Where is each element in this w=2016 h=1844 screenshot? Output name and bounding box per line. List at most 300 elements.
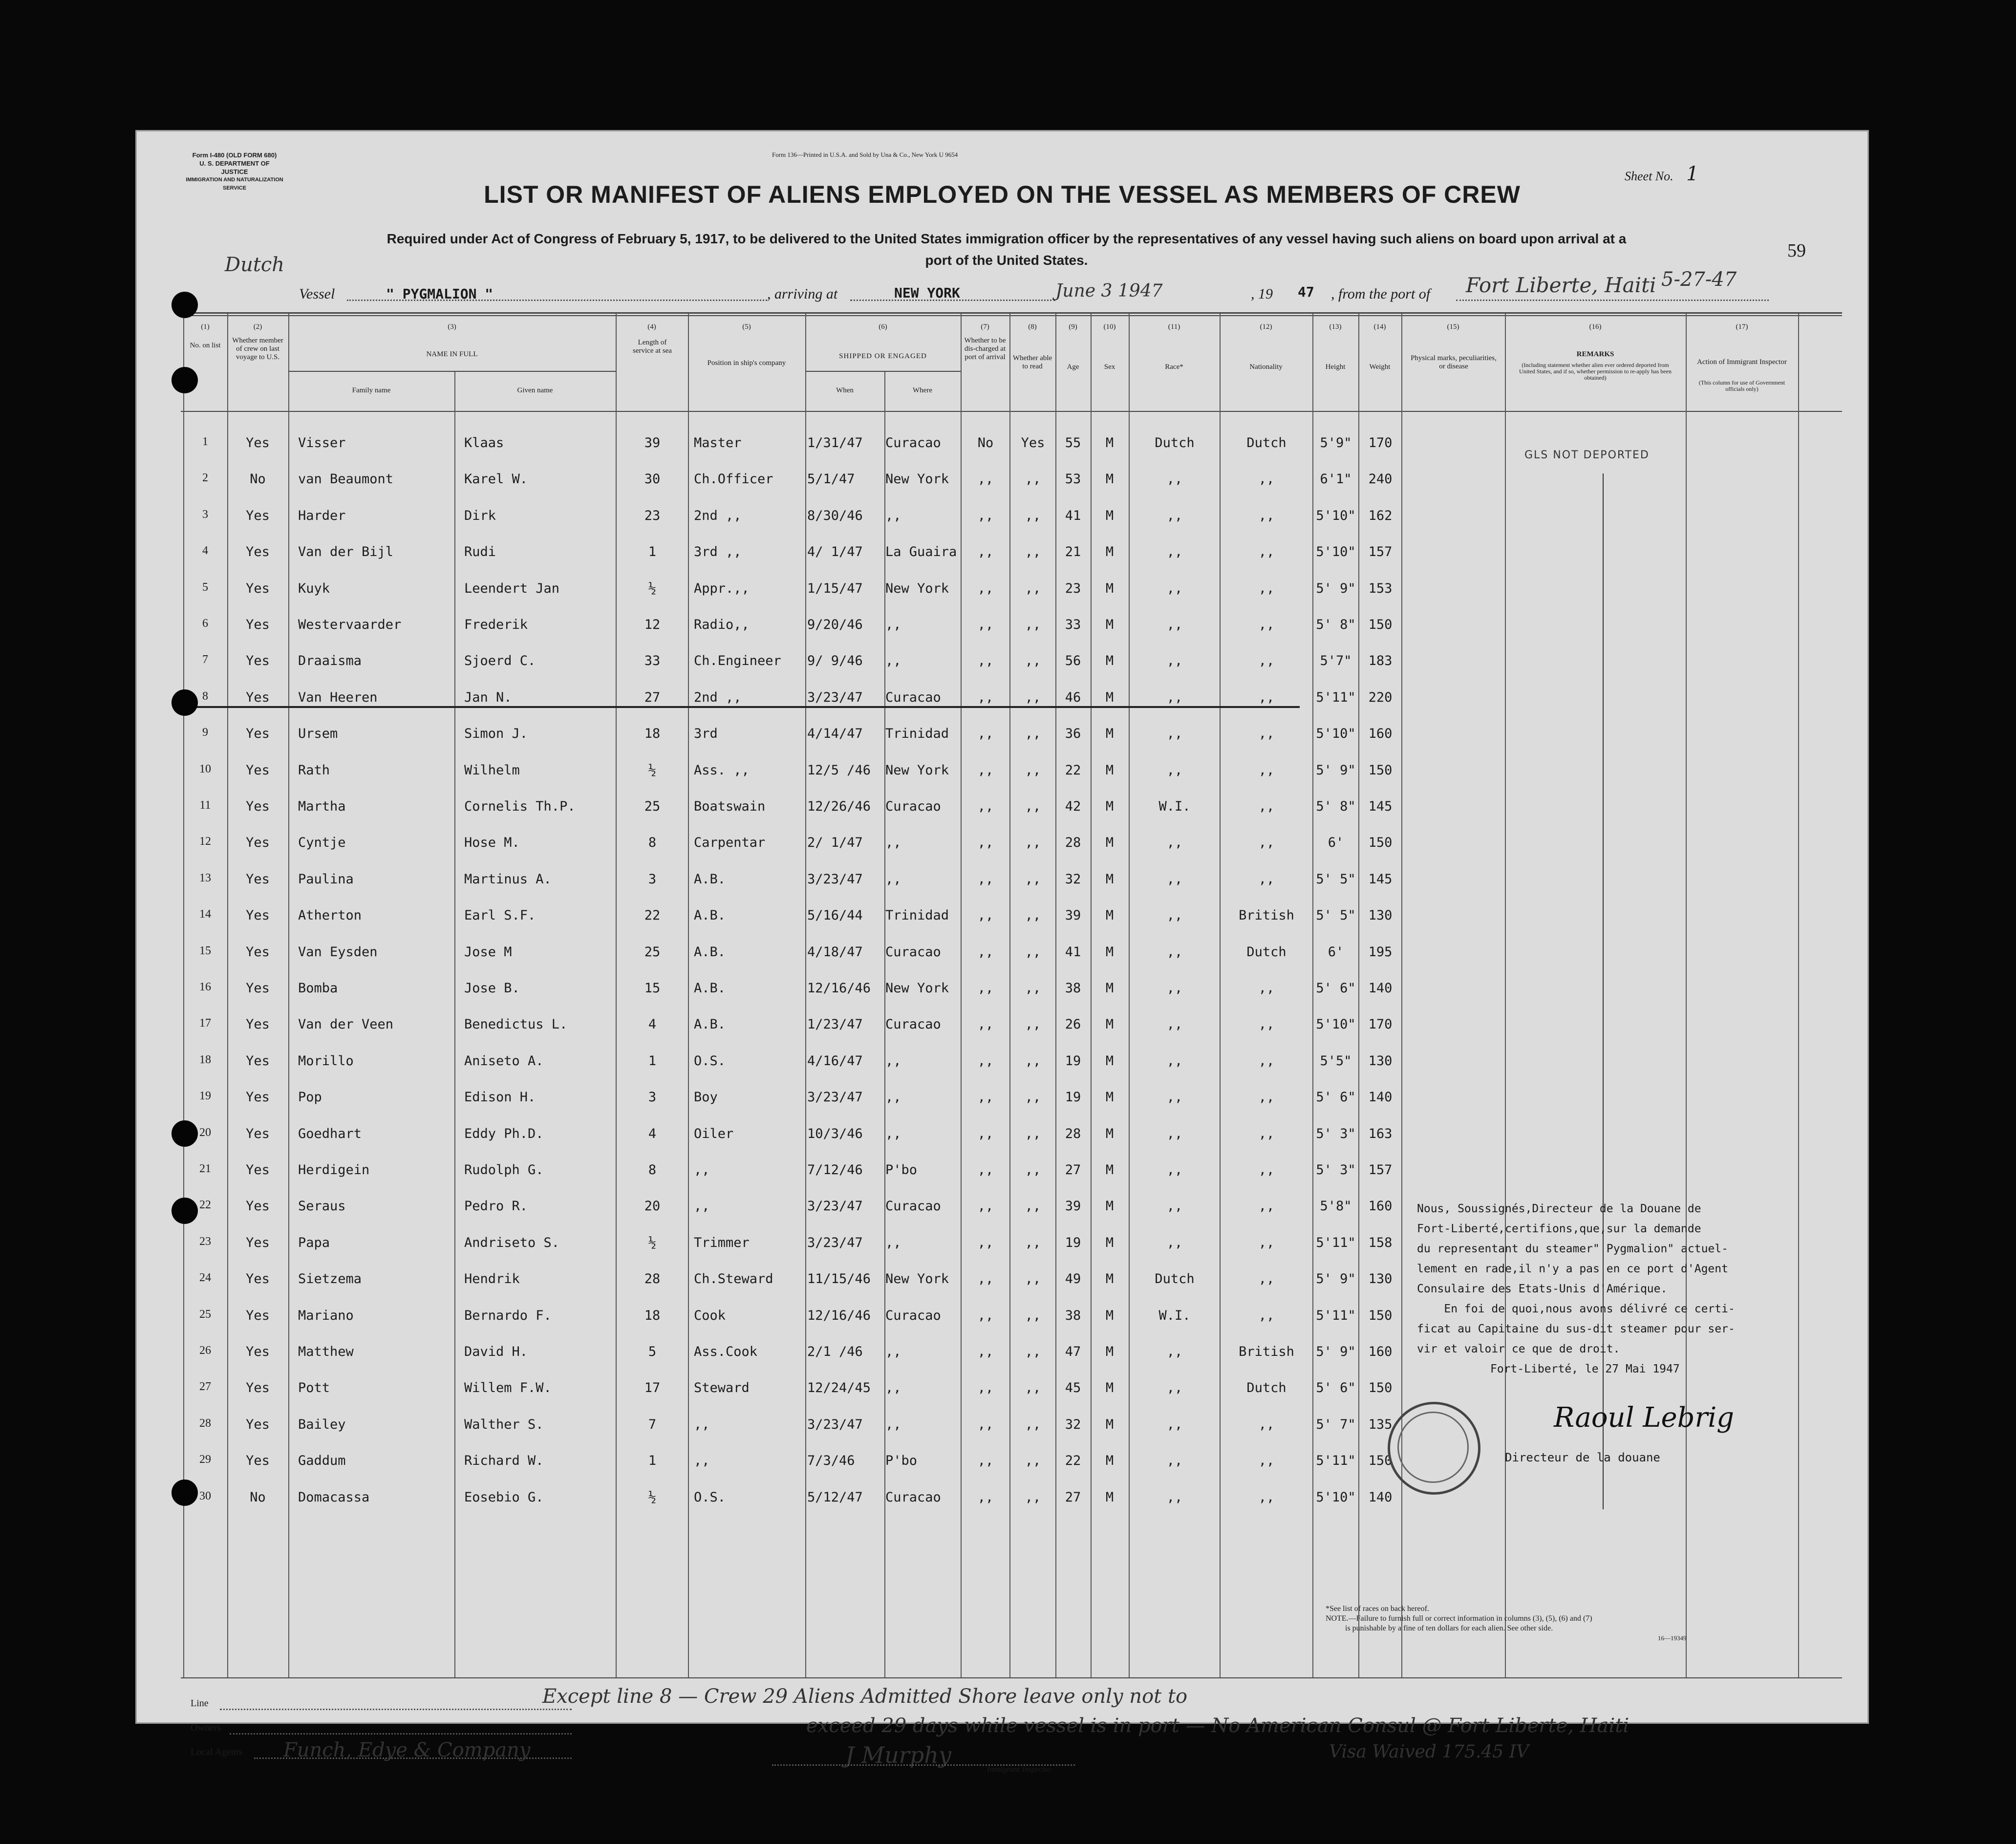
crew-when: 1/15/47 — [807, 580, 863, 596]
crew-family-name: Paulina — [298, 871, 354, 887]
crew-family-name: Matthew — [298, 1344, 354, 1359]
admission-note-1: Except line 8 — Crew 29 Aliens Admitted Shore leave only not to — [542, 1685, 1188, 1708]
hdr-weight: Weight — [1369, 363, 1391, 371]
crew-weight: 240 — [1368, 472, 1393, 487]
crew-no: 23 — [199, 1235, 211, 1248]
crew-where: ,, — [885, 1126, 901, 1141]
crew-no: 22 — [199, 1199, 211, 1212]
departure-date-handwritten: 5-27-47 — [1661, 268, 1737, 291]
crew-age: 21 — [1065, 544, 1081, 560]
crew-no: 17 — [199, 1017, 211, 1030]
crew-nationality: ,, — [1258, 1090, 1275, 1105]
binder-hole — [172, 292, 198, 318]
crew-height: 5'8" — [1320, 1199, 1352, 1214]
crew-able-read: ,, — [1025, 762, 1041, 778]
crew-given-name: Jose M — [464, 944, 512, 960]
crew-row — [137, 536, 1867, 572]
crew-able-read: ,, — [1025, 653, 1041, 669]
crew-weight: 153 — [1368, 580, 1393, 596]
crew-when: 7/12/46 — [807, 1162, 863, 1178]
crew-family-name: Bomba — [298, 981, 338, 996]
crew-position: 3rd ,, — [694, 544, 742, 560]
crew-row — [137, 790, 1867, 827]
crew-row — [137, 1117, 1867, 1154]
binder-hole — [172, 689, 198, 716]
hdr-race: Race* — [1165, 363, 1183, 371]
crew-when: 5/16/44 — [807, 908, 863, 923]
crew-where: ,, — [885, 1053, 901, 1069]
crew-weight: 145 — [1368, 799, 1393, 814]
crew-height: 5' 9" — [1316, 1271, 1356, 1287]
crew-position: Steward — [694, 1380, 750, 1396]
crew-position: Master — [694, 435, 742, 450]
crew-given-name: Hendrik — [464, 1271, 520, 1287]
crew-service: 39 — [644, 435, 661, 450]
footnotes — [1326, 1604, 1716, 1643]
crew-discharged: ,, — [977, 981, 994, 996]
crew-discharged: ,, — [977, 472, 994, 487]
owners-dotline — [230, 1732, 572, 1735]
crew-family-name: Harder — [298, 508, 346, 523]
crew-age: 38 — [1065, 981, 1081, 996]
crew-member: Yes — [246, 1271, 270, 1287]
crew-family-name: Papa — [298, 1235, 330, 1250]
crew-position: Boatswain — [694, 799, 766, 814]
crew-race: ,, — [1166, 1489, 1183, 1505]
crew-race: W.I. — [1158, 1308, 1191, 1323]
crew-when: 3/23/47 — [807, 689, 863, 705]
crew-where: Curacao — [885, 944, 941, 960]
hdr-when: When — [836, 386, 854, 394]
crew-row — [137, 754, 1867, 791]
crew-row — [137, 1481, 1867, 1518]
crew-discharged: ,, — [977, 1126, 994, 1141]
crew-when: 5/12/47 — [807, 1489, 863, 1505]
crew-where: New York — [885, 981, 949, 996]
page-title: LIST OR MANIFEST OF ALIENS EMPLOYED ON THE VESSEL AS MEMBERS OF CREW — [484, 181, 1521, 208]
crew-row — [137, 972, 1867, 1008]
crew-family-name: Pott — [298, 1380, 330, 1396]
crew-no: 30 — [199, 1489, 211, 1502]
crew-member: Yes — [246, 908, 270, 923]
crew-sex: M — [1105, 544, 1114, 560]
crew-height: 5' 6" — [1316, 981, 1356, 996]
crew-row — [137, 644, 1867, 681]
subtitle-line-2: port of the United States. — [925, 253, 1088, 268]
crew-height: 5' 9" — [1316, 762, 1356, 778]
crew-member: Yes — [246, 1235, 270, 1250]
hdr-given-name: Given name — [517, 386, 553, 394]
crew-able-read: ,, — [1025, 1126, 1041, 1141]
crew-able-read: ,, — [1025, 1090, 1041, 1105]
crew-position: Ch.Engineer — [694, 653, 781, 669]
crew-service: 4 — [648, 1126, 657, 1141]
crew-race: ,, — [1166, 653, 1183, 669]
crew-nationality: ,, — [1258, 580, 1275, 596]
haiti-customs-certificate — [1417, 1199, 1788, 1379]
crew-member: Yes — [246, 1126, 270, 1141]
crew-position: ,, — [694, 1416, 710, 1432]
crew-race: ,, — [1166, 908, 1183, 923]
crew-where: La Guaira — [885, 544, 957, 560]
crew-family-name: Cyntje — [298, 835, 346, 851]
crew-discharged: ,, — [977, 1053, 994, 1069]
crew-no: 28 — [199, 1416, 211, 1430]
hdr-action: Action of Immigrant Inspector — [1697, 358, 1787, 366]
crew-no: 5 — [202, 580, 208, 594]
crew-row — [137, 681, 1867, 718]
crew-age: 28 — [1065, 835, 1081, 851]
crew-member: Yes — [246, 544, 270, 560]
page-number: 59 — [1787, 240, 1806, 261]
crew-no: 12 — [199, 835, 211, 848]
crew-service: 3 — [648, 1090, 657, 1105]
crew-member: No — [250, 1489, 266, 1505]
crew-discharged: ,, — [977, 1489, 994, 1505]
crew-where: ,, — [885, 871, 901, 887]
hdr-physical: Physical marks, peculiarities, or disease — [1411, 354, 1497, 370]
crew-position: Ass. ,, — [694, 762, 750, 778]
crew-member: Yes — [246, 653, 270, 669]
col-num-11: (11) — [1168, 323, 1180, 331]
crew-discharged: ,, — [977, 580, 994, 596]
crew-discharged: ,, — [977, 799, 994, 814]
crew-age: 55 — [1065, 435, 1081, 450]
crew-weight: 220 — [1368, 689, 1393, 705]
crew-age: 26 — [1065, 1017, 1081, 1032]
col-num-5: (5) — [742, 323, 751, 331]
form-id: Form I-480 (OLD FORM 680) — [192, 151, 277, 159]
crew-no: 20 — [199, 1126, 211, 1139]
table-bottom-rule — [181, 1677, 1842, 1678]
crew-weight: 150 — [1368, 1453, 1393, 1469]
crew-when: 4/14/47 — [807, 726, 863, 742]
crew-height: 5' 6" — [1316, 1090, 1356, 1105]
crew-height: 5'10" — [1316, 1017, 1356, 1032]
crew-race: ,, — [1166, 508, 1183, 523]
crew-family-name: van Beaumont — [298, 472, 394, 487]
hdr-sex: Sex — [1104, 363, 1115, 371]
col-num-15: (15) — [1447, 323, 1459, 331]
crew-race: ,, — [1166, 871, 1183, 887]
cert-line-6: En foi de quoi,nous avons délivré ce certi- — [1417, 1303, 1735, 1315]
crew-no: 27 — [199, 1380, 211, 1394]
crew-able-read: ,, — [1025, 472, 1041, 487]
crew-where: ,, — [885, 835, 901, 851]
crew-given-name: Eddy Ph.D. — [464, 1126, 544, 1141]
crew-family-name: Mariano — [298, 1308, 354, 1323]
col-num-6: (6) — [879, 323, 887, 331]
crew-race: ,, — [1166, 1126, 1183, 1141]
crew-position: Radio,, — [694, 617, 750, 632]
crew-where: ,, — [885, 617, 901, 632]
crew-nationality: Dutch — [1246, 944, 1287, 960]
crew-given-name: Frederik — [464, 617, 528, 632]
crew-weight: 170 — [1368, 1017, 1393, 1032]
crew-family-name: Westervaarder — [298, 617, 402, 632]
hdr-shipped: SHIPPED OR ENGAGED — [839, 352, 927, 360]
crew-position: ,, — [694, 1199, 710, 1214]
crew-position: A.B. — [694, 981, 726, 996]
crew-position: ,, — [694, 1453, 710, 1469]
crew-able-read: ,, — [1025, 544, 1041, 560]
crew-service: 18 — [644, 1308, 661, 1323]
crew-service: 33 — [644, 653, 661, 669]
crew-age: 33 — [1065, 617, 1081, 632]
crew-race: ,, — [1166, 472, 1183, 487]
crew-family-name: Bailey — [298, 1416, 346, 1432]
crew-sex: M — [1105, 1162, 1114, 1178]
crew-family-name: Herdigein — [298, 1162, 370, 1178]
crew-member: No — [250, 472, 266, 487]
crew-position: 3rd — [694, 726, 718, 742]
crew-race: W.I. — [1158, 799, 1191, 814]
crew-position: A.B. — [694, 1017, 726, 1032]
crew-weight: 157 — [1368, 544, 1393, 560]
crew-nationality: ,, — [1258, 472, 1275, 487]
crew-age: 53 — [1065, 472, 1081, 487]
crew-given-name: Jan N. — [464, 689, 512, 705]
arrival-date-handwritten: June 3 1947 — [1055, 281, 1163, 301]
crew-given-name: Cornelis Th.P. — [464, 799, 576, 814]
crew-sex: M — [1105, 799, 1114, 814]
crew-able-read: ,, — [1025, 1199, 1041, 1214]
crew-weight: 135 — [1368, 1416, 1393, 1432]
crew-service: 1 — [648, 1453, 657, 1469]
crew-sex: M — [1105, 1453, 1114, 1469]
crew-age: 39 — [1065, 1199, 1081, 1214]
crew-where: New York — [885, 762, 949, 778]
header-bottom-rule — [181, 411, 1842, 412]
crew-age: 45 — [1065, 1380, 1081, 1396]
crew-age: 32 — [1065, 1416, 1081, 1432]
crew-position: Ch.Officer — [694, 472, 773, 487]
crew-when: 4/16/47 — [807, 1053, 863, 1069]
crew-service: 8 — [648, 1162, 657, 1178]
crew-race: ,, — [1166, 1162, 1183, 1178]
crew-able-read: ,, — [1025, 1344, 1041, 1359]
crew-sex: M — [1105, 435, 1114, 450]
inspector-signature: J Murphy — [845, 1742, 951, 1768]
crew-age: 46 — [1065, 689, 1081, 705]
crew-weight: 150 — [1368, 835, 1393, 851]
from-port-label: , from the port of — [1331, 286, 1431, 302]
crew-service: 25 — [644, 799, 661, 814]
crew-member: Yes — [246, 617, 270, 632]
crew-sex: M — [1105, 689, 1114, 705]
crew-weight: 150 — [1368, 762, 1393, 778]
arriving-port: NEW YORK — [894, 285, 960, 301]
crew-no: 10 — [199, 762, 211, 775]
crew-weight: 160 — [1368, 1344, 1393, 1359]
cert-place-date: Fort-Liberté, le 27 Mai 1947 — [1490, 1363, 1680, 1375]
crew-given-name: Pedro R. — [464, 1199, 528, 1214]
crew-member: Yes — [246, 762, 270, 778]
crew-member: Yes — [246, 1380, 270, 1396]
crew-height: 6' — [1328, 944, 1344, 960]
crew-where: Curacao — [885, 689, 941, 705]
race-note: *See list of races on back hereof. — [1326, 1605, 1429, 1613]
crew-race: ,, — [1166, 617, 1183, 632]
crew-height: 5' 7" — [1316, 1416, 1356, 1432]
crew-where: P'bo — [885, 1162, 918, 1178]
crew-family-name: Goedhart — [298, 1126, 362, 1141]
crew-given-name: Sjoerd C. — [464, 653, 536, 669]
hdr-remarks-sub: (Including statement whether alien ever ordered deported from United States, and if so, whether permission to re-apply has been obtained) — [1519, 362, 1672, 381]
crew-no: 21 — [199, 1162, 211, 1175]
crew-nationality: ,, — [1258, 1053, 1275, 1069]
col-num-17: (17) — [1736, 323, 1748, 331]
crew-height: 5'11" — [1316, 1308, 1356, 1323]
crew-sex: M — [1105, 1235, 1114, 1250]
crew-able-read: ,, — [1025, 1017, 1041, 1032]
crew-height: 5' 3" — [1316, 1162, 1356, 1178]
crew-race: ,, — [1166, 580, 1183, 596]
crew-sex: M — [1105, 871, 1114, 887]
crew-given-name: Edison H. — [464, 1090, 536, 1105]
crew-able-read: ,, — [1025, 617, 1041, 632]
crew-when: 12/26/46 — [807, 799, 871, 814]
crew-member: Yes — [246, 1308, 270, 1323]
col-num-13: (13) — [1329, 323, 1342, 331]
crew-nationality: ,, — [1258, 1308, 1275, 1323]
fine-note-2: is punishable by a fine of ten dollars for each alien. See other side. — [1345, 1624, 1553, 1632]
crew-nationality: ,, — [1258, 1271, 1275, 1287]
vessel-label: Vessel — [299, 286, 335, 302]
crew-age: 19 — [1065, 1090, 1081, 1105]
hdr-name-in-full: NAME IN FULL — [426, 350, 478, 358]
crew-given-name: Walther S. — [464, 1416, 544, 1432]
crew-row — [137, 1045, 1867, 1081]
year-label: , 19 — [1251, 286, 1273, 302]
crew-discharged: ,, — [977, 1199, 994, 1214]
crew-able-read: ,, — [1025, 1271, 1041, 1287]
crew-able-read: ,, — [1025, 1380, 1041, 1396]
crew-where: Trinidad — [885, 908, 949, 923]
manifest-sheet — [135, 130, 1869, 1774]
crew-height: 5' 6" — [1316, 1380, 1356, 1396]
service-name: IMMIGRATION AND NATURALIZATION SERVICE — [186, 177, 283, 191]
crew-member: Yes — [246, 1344, 270, 1359]
crew-age: 42 — [1065, 799, 1081, 814]
crew-member: Yes — [246, 1053, 270, 1069]
crew-service: 7 — [648, 1416, 657, 1432]
crew-race: ,, — [1166, 1235, 1183, 1250]
col-num-3: (3) — [448, 323, 456, 331]
crew-when: 12/16/46 — [807, 981, 871, 996]
crew-age: 28 — [1065, 1126, 1081, 1141]
crew-where: New York — [885, 580, 949, 596]
crew-position: O.S. — [694, 1053, 726, 1069]
crew-where: Curacao — [885, 1017, 941, 1032]
crew-row — [137, 1008, 1867, 1045]
crew-no: 25 — [199, 1308, 211, 1321]
crew-able-read: ,, — [1025, 1053, 1041, 1069]
crew-nationality: ,, — [1258, 689, 1275, 705]
cert-line-3: du representant du steamer" Pygmalion" actuel- — [1417, 1243, 1728, 1255]
crew-discharged: ,, — [977, 1271, 994, 1287]
crew-service: 20 — [644, 1199, 661, 1214]
crew-service: 15 — [644, 981, 661, 996]
crew-given-name: Wilhelm — [464, 762, 520, 778]
form-code: 16—19349 — [1658, 1634, 1687, 1642]
crew-able-read: ,, — [1025, 944, 1041, 960]
admission-note-2: exceed 29 days while vessel is in port — No American Consul @ Fort Liberte, Haiti — [806, 1715, 1630, 1737]
crew-no: 11 — [199, 799, 211, 812]
crew-service: 4 — [648, 1017, 657, 1032]
crew-height: 5' 9" — [1316, 580, 1356, 596]
crew-position: 2nd ,, — [694, 508, 742, 523]
cert-line-5: Consulaire des Etats-Unis d'Amérique. — [1417, 1283, 1668, 1295]
crew-nationality: Dutch — [1246, 1380, 1287, 1396]
printer-line: Form 136—Printed in U.S.A. and Sold by Una & Co., New York U 9654 — [772, 151, 958, 158]
page-subtitle — [176, 228, 1837, 271]
crew-no: 7 — [202, 653, 208, 666]
crew-no: 3 — [202, 508, 208, 521]
crew-where: Curacao — [885, 435, 941, 450]
crew-discharged: ,, — [977, 653, 994, 669]
crew-height: 5'7" — [1320, 653, 1352, 669]
crew-weight: 157 — [1368, 1162, 1393, 1178]
crew-family-name: Visser — [298, 435, 346, 450]
crew-given-name: Hose M. — [464, 835, 520, 851]
crew-no: 15 — [199, 944, 211, 957]
crew-sex: M — [1105, 472, 1114, 487]
hdr-where: Where — [913, 386, 932, 394]
crew-age: 41 — [1065, 944, 1081, 960]
cert-line-8: vir et valoir ce que de droit. — [1417, 1343, 1620, 1355]
crew-family-name: Martha — [298, 799, 346, 814]
crew-position: Ass.Cook — [694, 1344, 758, 1359]
crew-able-read: ,, — [1025, 981, 1041, 996]
from-port-handwritten: Fort Liberte, Haiti — [1466, 273, 1656, 297]
arriving-label: , arriving at — [767, 286, 838, 302]
crew-race: ,, — [1166, 1017, 1183, 1032]
crew-member: Yes — [246, 435, 270, 450]
crew-age: 32 — [1065, 871, 1081, 887]
crew-weight: 150 — [1368, 1380, 1393, 1396]
crew-position: A.B. — [694, 908, 726, 923]
crew-member: Yes — [246, 689, 270, 705]
crew-position: O.S. — [694, 1489, 726, 1505]
crew-service: 22 — [644, 908, 661, 923]
crew-race: ,, — [1166, 1090, 1183, 1105]
crew-weight: 140 — [1368, 981, 1393, 996]
header-top-rule-2 — [181, 315, 1842, 316]
crew-race: ,, — [1166, 1199, 1183, 1214]
crew-service: 5 — [648, 1344, 657, 1359]
crew-where: ,, — [885, 508, 901, 523]
crew-sex: M — [1105, 1416, 1114, 1432]
hdr-position: Position in ship's company — [707, 359, 786, 367]
crew-race: ,, — [1166, 981, 1183, 996]
crew-nationality: ,, — [1258, 1126, 1275, 1141]
col-num-2: (2) — [253, 323, 262, 331]
cert-line-7: ficat au Capitaine du sus-dit steamer pour ser- — [1417, 1323, 1735, 1335]
footer-owners-label: Owners — [191, 1722, 221, 1733]
crew-position: 2nd ,, — [694, 689, 742, 705]
hdr-whether-member: Whether member of crew on last voyage to U.S. — [232, 337, 283, 361]
crew-position: Boy — [694, 1090, 718, 1105]
crew-given-name: Andriseto S. — [464, 1235, 560, 1250]
crew-height: 6' — [1328, 835, 1344, 851]
crew-weight: 130 — [1368, 1271, 1393, 1287]
crew-when: 4/18/47 — [807, 944, 863, 960]
remark-not-deported: GLS NOT DEPORTED — [1524, 449, 1650, 461]
crew-given-name: Richard W. — [464, 1453, 544, 1469]
crew-sex: M — [1105, 1053, 1114, 1069]
crew-weight: 162 — [1368, 508, 1393, 523]
